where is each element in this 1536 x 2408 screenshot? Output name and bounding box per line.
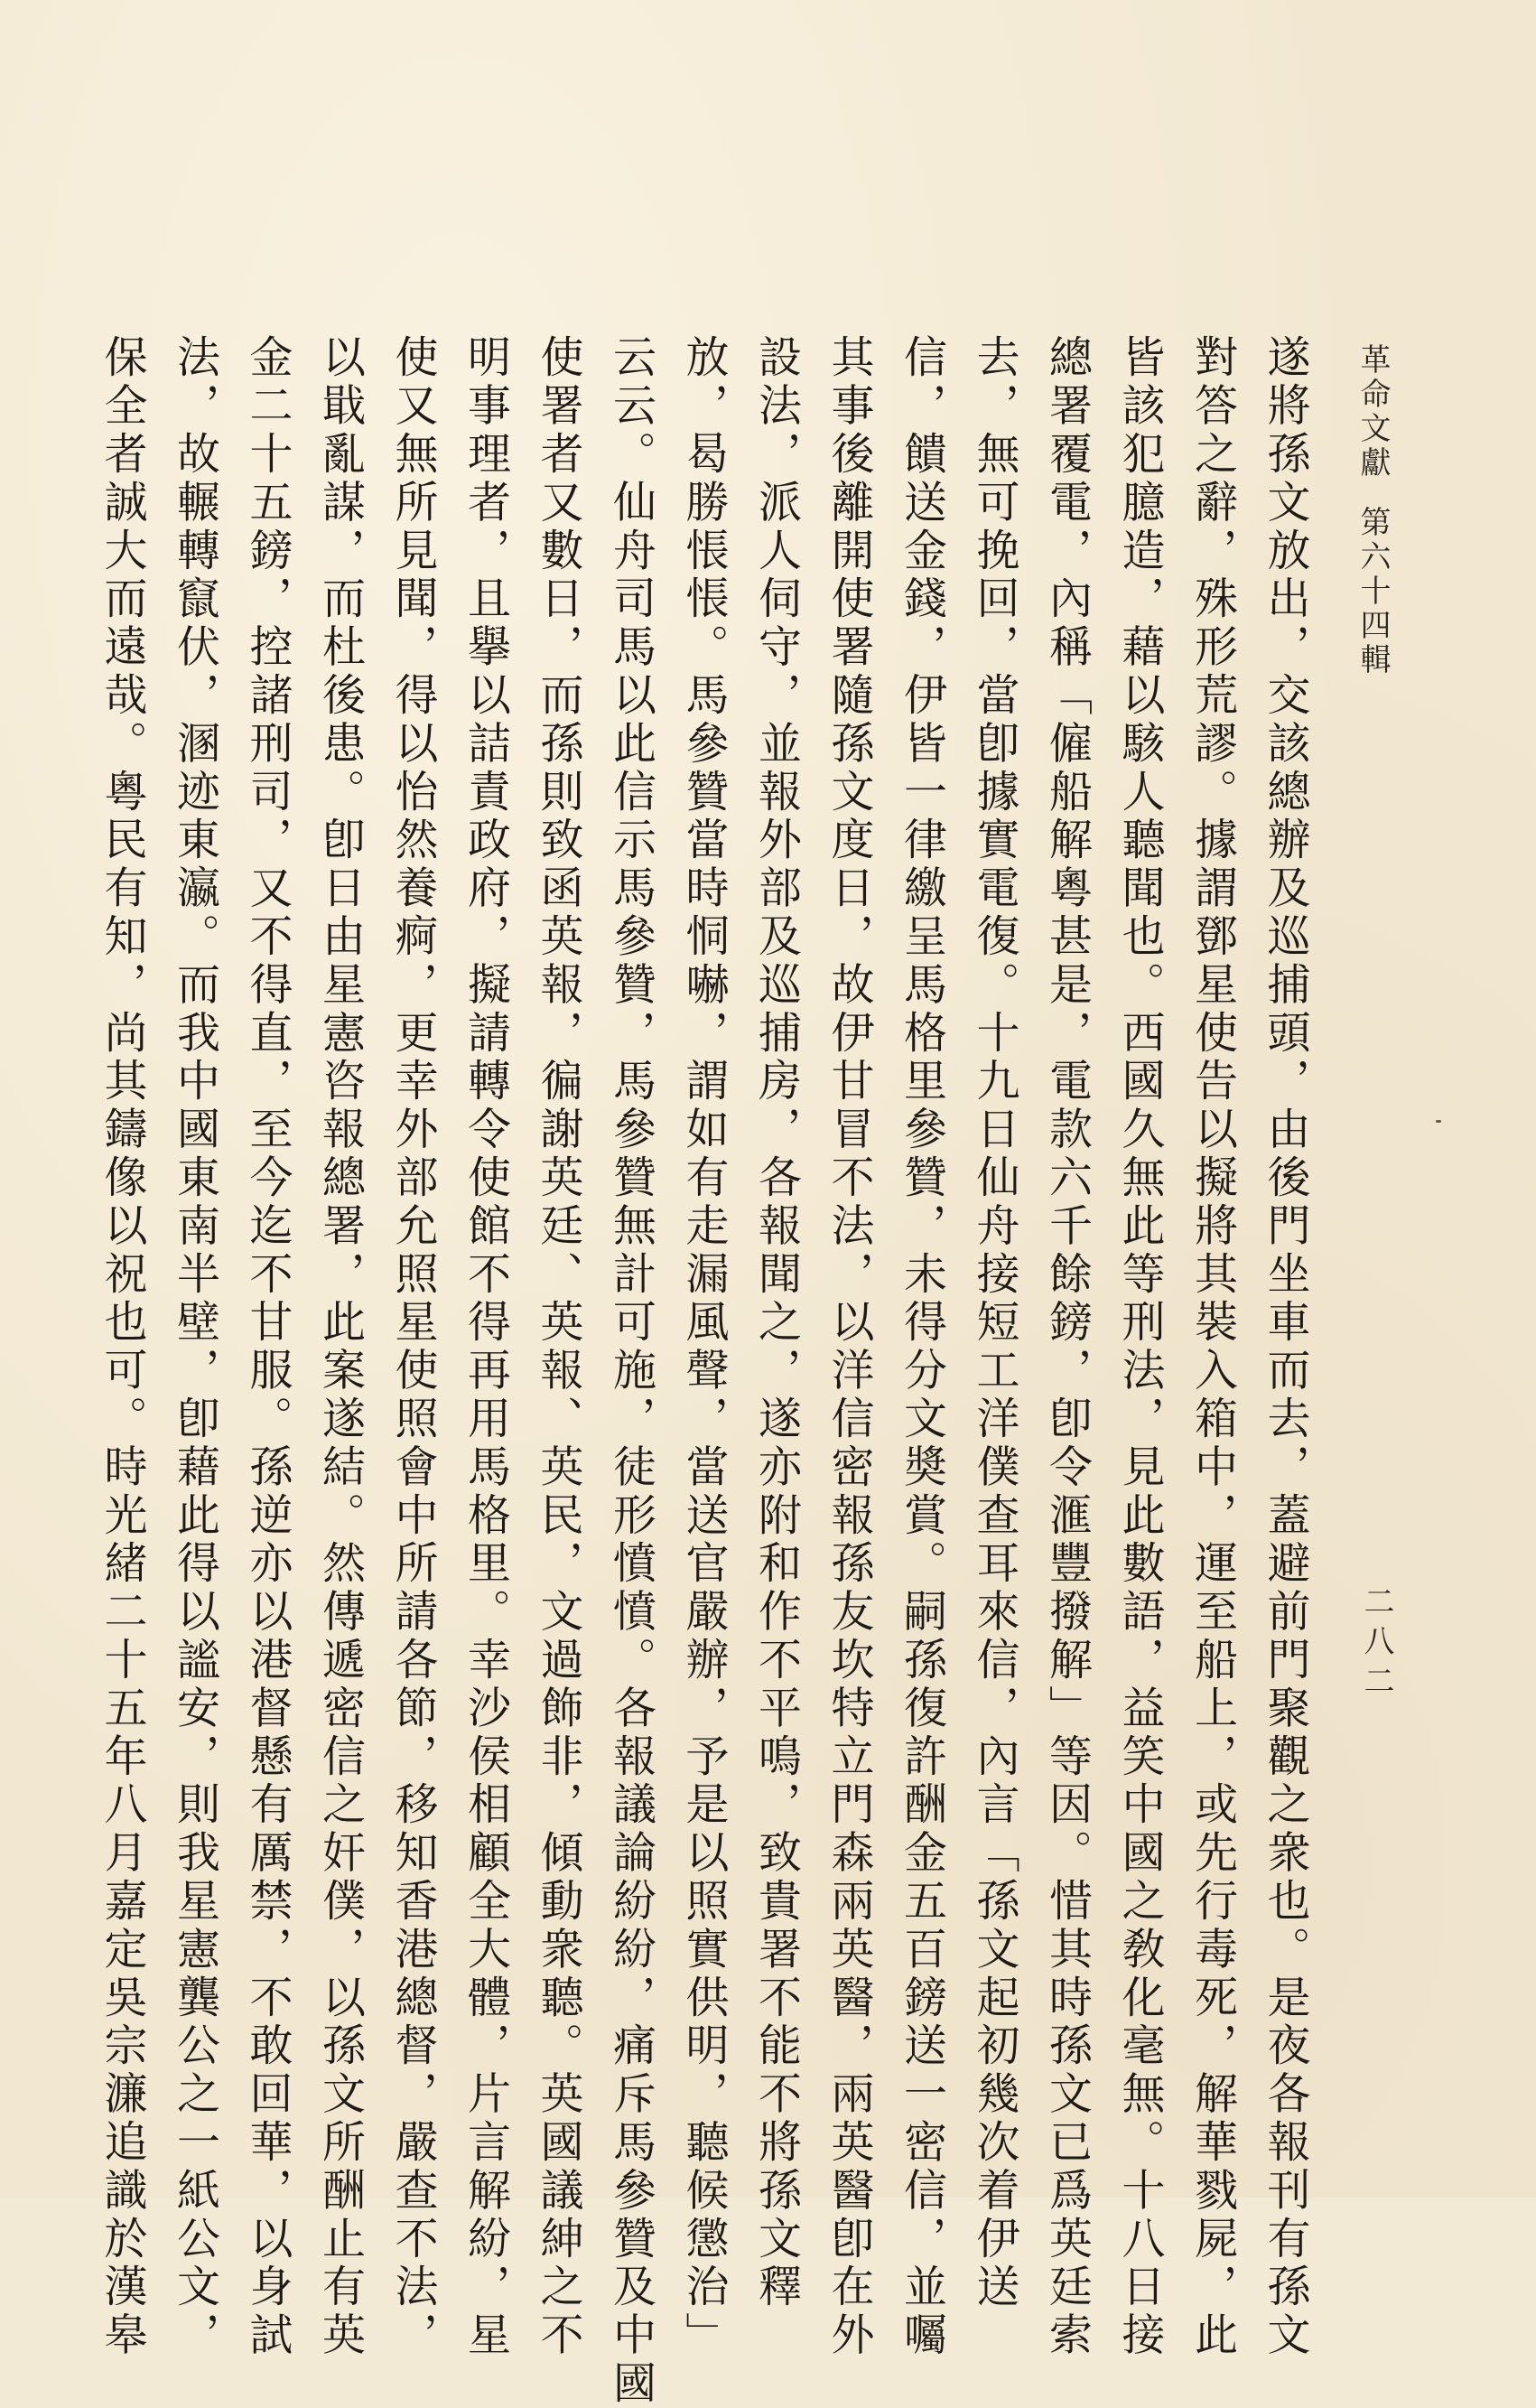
volume-label: 第六十四輯 <box>1354 506 1391 677</box>
text-column-11: 使署者又數日，而孫則致函英報，徧謝英廷、英報、英民，文過飾非，傾動衆聽。英國議紳之不 <box>533 334 583 2360</box>
running-header <box>1354 343 1391 677</box>
text-column-8: 設法，派人伺守，並報外部及巡捕房，各報聞之，遂亦附和作不平鳴，致貴署不能不將孫文釋 <box>750 334 802 2312</box>
text-column-7: 其事後離開使署隨孫文度日，故伊甘冒不法，以洋信密報孫友坎特立門森兩英醫，兩英醫卽在外 <box>824 334 874 2360</box>
text-column-12: 明事理者，且擧以詰責政府，擬請轉令使館不得再用馬格里。幸沙侯相顧全大體，片言解紛，星 <box>460 334 511 2360</box>
text-column-14: 以戢亂謀，而杜後患。卽日由星憲咨報總署，此案遂結。然傳遞密信之奸僕，以孫文所酬止有英 <box>314 334 366 2360</box>
body-text <box>86 334 1322 2408</box>
text-column-9: 放，曷勝悵悵。馬參贊當時恫嚇，謂如有走漏風聲，當送官嚴辦，予是以照實供明，聽候懲治」 <box>678 334 729 2360</box>
text-column-3: 皆該犯臆造，藉以駭人聽聞也。西國久無此等刑法，見此數語，益笑中國之敎化毫無。十八日接 <box>1114 334 1165 2360</box>
text-column-4: 總署覆電，內稱「僱船解粵甚是，電款六千餘鎊，卽令滙豐撥解」等因。惜其時孫文已爲英廷索 <box>1041 334 1093 2360</box>
text-column-13: 使又無所見聞，得以怡然養痾，更幸外部允照星使照會中所請各節，移知香港總督，嚴查不法， <box>387 334 438 2360</box>
text-column-10: 云云。仙舟司馬以此信示馬參贊，馬參贊無計可施，徒形憤憤。各報議論紛紛，痛斥馬參贊及中國 <box>605 334 656 2408</box>
page-number: 二八二 <box>1358 1585 1394 1704</box>
paper-speck <box>1436 1120 1441 1123</box>
book-title: 革命文獻 <box>1354 343 1391 481</box>
text-column-5: 去，無可挽回，當卽據實電復。十九日仙舟接短工洋僕查耳來信，內言「孫文起初幾次着伊送 <box>969 334 1019 2312</box>
text-column-1: 遂將孫文放出，交該總辦及巡捕頭，由後門坐車而去，蓋避前門聚觀之衆也。是夜各報刊有孫文 <box>1260 334 1310 2360</box>
text-column-6: 信，饋送金錢，伊皆一律繳呈馬格里參贊，未得分文奬賞。嗣孫復許酬金五百鎊送一密信，並囑 <box>896 334 947 2360</box>
text-column-17: 保全者誠大而遠哉。粵民有知，尚其鑄像以祝也可。時光緒二十五年八月嘉定吳宗濂追識於漢皋 <box>97 334 147 2360</box>
text-column-16: 法，故輾轉竄伏，溷迹東瀛。而我中國東南半壁，卽藉此得以謐安，則我星憲龔公之一紙公文， <box>169 334 220 2360</box>
text-column-15: 金二十五鎊，控諸刑司，又不得直，至今迄不甘服。孫逆亦以港督懸有厲禁，不敢回華，以身試 <box>242 334 293 2360</box>
text-column-2: 對答之辭，殊形荒謬。據謂鄧星使告以擬將其裝入箱中，運至船上，或先行毒死，解華戮屍，此 <box>1187 334 1238 2360</box>
